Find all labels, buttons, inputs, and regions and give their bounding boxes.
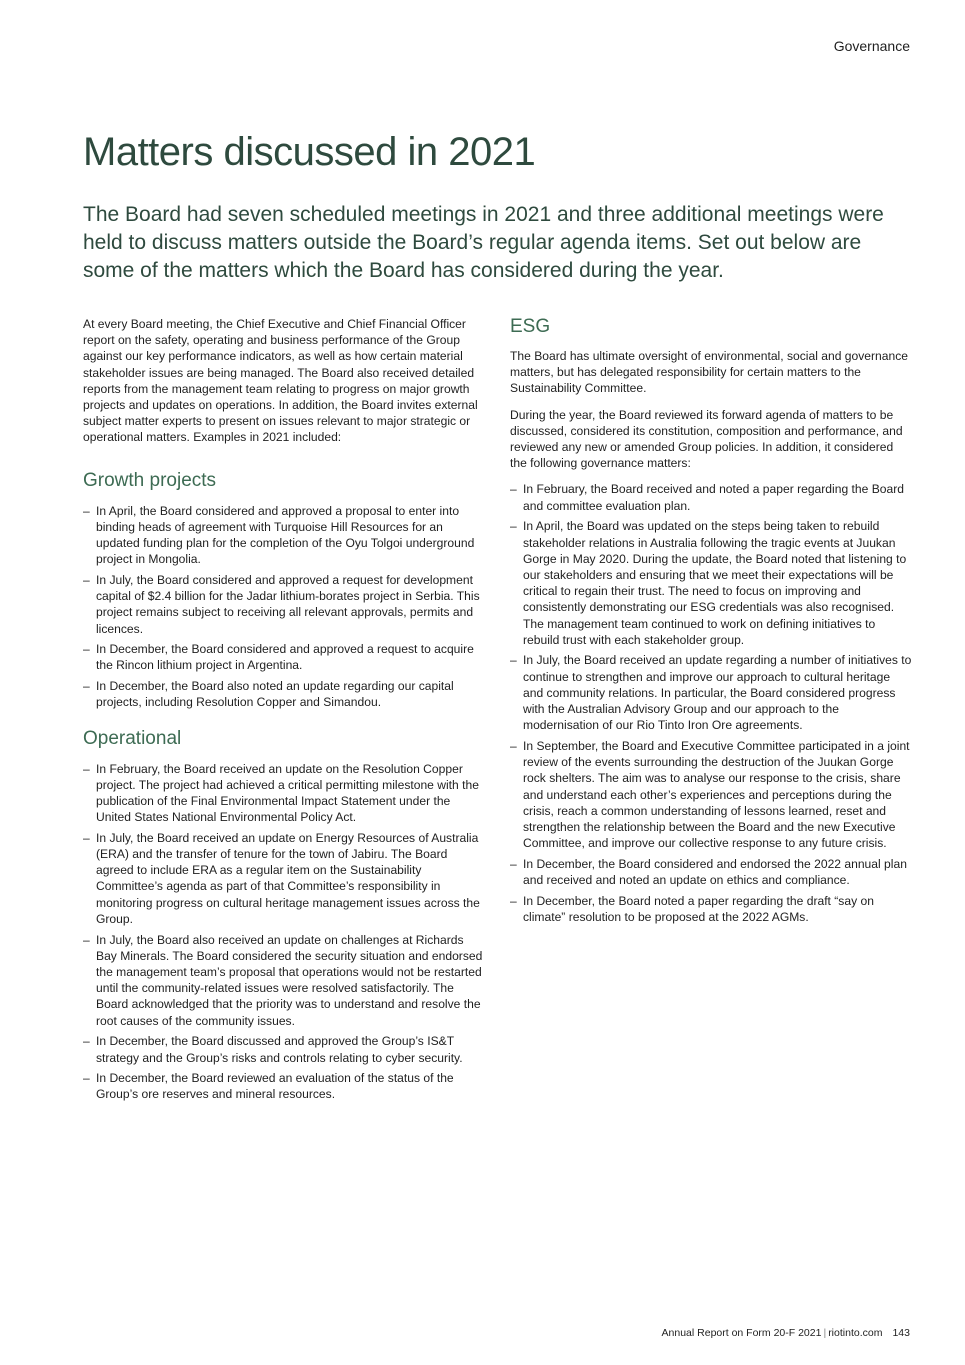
list-item: – In February, the Board received an update on the Resolution Copper project. The project had achieved a critical permitting milestone with the publication of the Final Environmental Impact Statement under the United States National Environmental Policy Act. <box>83 761 485 826</box>
operational-list <box>83 761 485 1103</box>
esg-heading: ESG <box>510 316 551 337</box>
list-item: – In December, the Board reviewed an evaluation of the status of the Group’s ore reserves and mineral resources. <box>83 1070 485 1102</box>
footer-separator: | <box>823 1327 827 1339</box>
operational-heading: Operational <box>83 727 182 749</box>
list-item: – In December, the Board considered and endorsed the 2022 annual plan and received and noted an update on ethics and compliance. <box>510 856 912 888</box>
report-name: Annual Report on Form 20-F 2021 <box>661 1327 822 1339</box>
list-item: – In February, the Board received and noted a paper regarding the Board and committee evaluation plan. <box>510 481 912 513</box>
list-item: – In July, the Board considered and approved a request for development capital of $2.4 billion for the Jadar lithium-borates project in Serbia. This project remains subject to receiving all relevant approvals, permits and licences. <box>83 572 485 637</box>
intro-paragraph: The Board had seven scheduled meetings in 2021 and three additional meetings were held to discuss matters outside the Board’s regular agenda items. Set out below are some of the matters which the Board has considered during the year. <box>83 203 884 282</box>
website-link[interactable]: riotinto.com <box>828 1327 883 1339</box>
page-number: 143 <box>892 1327 910 1339</box>
page-footer <box>662 1327 910 1339</box>
list-item: – In April, the Board was updated on the steps being taken to rebuild stakeholder relations in Australia following the tragic events at Juukan Gorge in May 2020. During the update, the Board noted that listening to our stakeholders and ensuring that we meet their expectations will be critical to regain their trust. The need to focus on improving and consistently demonstrating our ESG credentials was also recognised. The management team continued to work on defining initiatives to rebuild trust with each stakeholder group. <box>510 518 912 648</box>
esg-list <box>510 481 912 925</box>
left-column <box>83 316 485 1107</box>
growth-projects-heading: Growth projects <box>83 469 217 491</box>
list-item: – In December, the Board considered and approved a request to acquire the Rincon lithium project in Argentina. <box>83 641 485 673</box>
list-item: – In April, the Board considered and approved a proposal to enter into binding heads of agreement with Turquoise Hill Resources for an updated funding plan for the completion of the Oyu Tolgoi underground project in Mongolia. <box>83 503 485 568</box>
list-item: – In September, the Board and Executive Committee participated in a joint review of the events surrounding the destruction of the Juukan Gorge rock shelters. The aim was to analyse our response to the crisis, share and understand each other’s experiences and perceptions during the crisis, reach a common understanding of lessons learned, reset and strengthen the relationship between the Board and the new Executive Committee, and improve our collective response to any future crisis. <box>510 738 912 851</box>
list-item: – In July, the Board also received an update on challenges at Richards Bay Minerals. The Board considered the security situation and endorsed the management team’s proposal that operations would not be restarted until the community-related issues were resolved satisfactorily. The Board acknowledged that the priority was to understand and resolve the root causes of the community issues. <box>83 932 485 1029</box>
esg-paragraph-1: The Board has ultimate oversight of environmental, social and governance matters, but has delegated responsibility for certain matters to the Sustainability Committee. <box>510 349 908 396</box>
list-item: – In July, the Board received an update on Energy Resources of Australia (ERA) and the transfer of tenure for the town of Jabiru. The Board agreed to include ERA as a regular item on the Sustainability Committee’s agenda as part of that Committee’s responsibility in monitoring progress on cultural heritage management issues across the Group. <box>83 830 485 927</box>
section-label: Governance <box>833 38 910 54</box>
opening-paragraph: At every Board meeting, the Chief Executive and Chief Financial Officer report on the safety, operating and business performance of the Group against our key performance indicators, as well as how certain material stakeholder issues are being managed. The Board also received detailed reports from the management team relating to progress on major growth projects and updates on operations. In addition, the Board invites external subject matter experts to present on issues relevant to major strategic or operational matters. Examples in 2021 included: <box>83 317 478 445</box>
list-item: – In July, the Board received an update regarding a number of initiatives to continue to strengthen and improve our approach to cultural heritage and community relations. In particular, the Board considered progress with the Australian Advisory Group and our approach to the modernisation of our Rio Tinto Iron Ore agreements. <box>510 652 912 733</box>
list-item: – In December, the Board noted a paper regarding the draft “say on climate” resolution to be proposed at the 2022 AGMs. <box>510 893 912 925</box>
page-title: Matters discussed in 2021 <box>83 130 536 174</box>
list-item: – In December, the Board discussed and approved the Group’s IS&T strategy and the Group’s risks and controls relating to cyber security. <box>83 1033 485 1065</box>
esg-paragraph-2: During the year, the Board reviewed its forward agenda of matters to be discussed, considered its constitution, composition and performance, and reviewed any new or amended Group policies. In addition, it considered the following governance matters: <box>510 407 903 471</box>
growth-projects-list <box>83 503 485 711</box>
right-column <box>510 316 912 930</box>
list-item: – In December, the Board also noted an update regarding our capital projects, including Resolution Copper and Simandou. <box>83 678 485 710</box>
